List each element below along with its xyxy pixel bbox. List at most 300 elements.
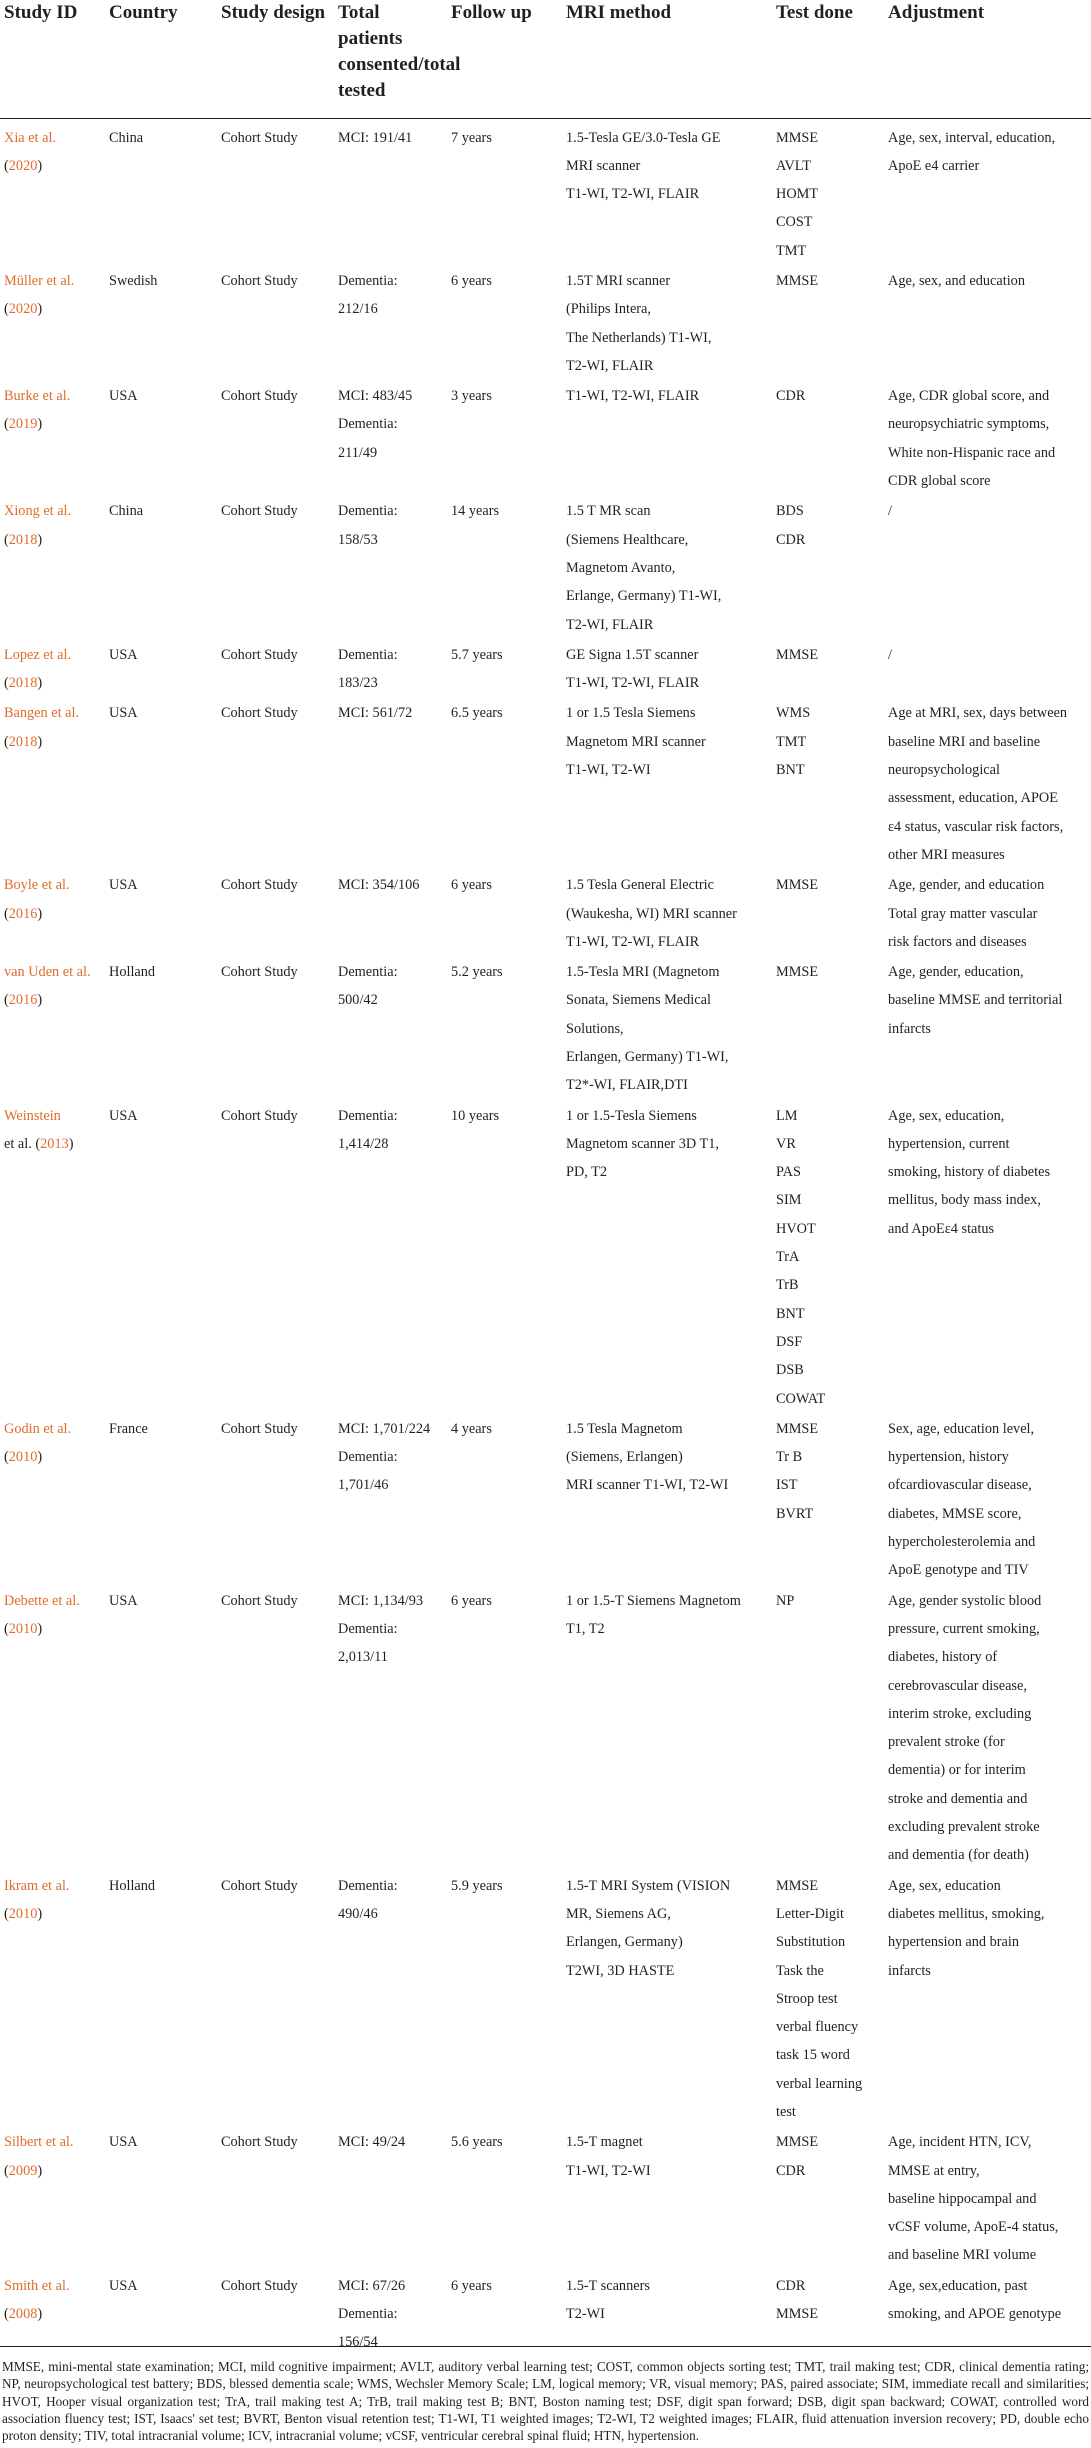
cell-line: 1 or 1.5 Tesla Siemens — [566, 705, 696, 722]
mri-method-cell — [562, 381, 772, 496]
study-id-cell — [0, 496, 105, 639]
study-author-cont: et al. — [4, 1135, 32, 1152]
cell-line: assessment, education, APOE — [888, 790, 1058, 807]
mri-method-cell — [562, 118, 772, 266]
cell-line: Dementia: — [338, 416, 398, 433]
cell-line: MCI: 1,134/93 — [338, 1592, 423, 1609]
cell-line: 1.5-T scanners — [566, 2277, 650, 2294]
patients-cell — [334, 1101, 447, 1414]
cell-line: Dementia: — [338, 1877, 398, 1894]
study-author[interactable]: Lopez et al. — [4, 646, 72, 663]
follow-up-cell: 5.2 years — [451, 964, 503, 981]
follow-up-cell: 5.9 years — [451, 1877, 503, 1894]
cell-line: Age, CDR global score, and — [888, 388, 1050, 405]
study-year-line: (2020) — [4, 301, 43, 318]
cell-line: Magnetom MRI scanner — [566, 733, 706, 750]
column-header: Study design — [217, 0, 334, 118]
cell-line: Magnetom Avanto, — [566, 559, 676, 576]
cell-line: 211/49 — [338, 444, 378, 461]
study-author[interactable]: Silbert et al. — [4, 2134, 74, 2151]
cell-line: BNT — [776, 1305, 805, 1322]
cell-line: Age, sex,education, past — [888, 2277, 1028, 2294]
country-cell: USA — [109, 2277, 138, 2294]
table-row — [0, 1586, 1091, 1871]
study-author[interactable]: Xiong et al. — [4, 503, 72, 520]
cell-line: MMSE — [776, 1420, 819, 1437]
country-cell: Swedish — [109, 272, 158, 289]
study-year-line: (2009) — [4, 2162, 43, 2179]
study-design-cell: Cohort Study — [221, 2134, 298, 2151]
adjustment-cell — [884, 266, 1091, 381]
patients-cell — [334, 1586, 447, 1871]
cell-line: Total gray matter vascular — [888, 905, 1038, 922]
cell-line: baseline MRI and baseline — [888, 733, 1041, 750]
follow-up-cell: 6 years — [451, 1592, 492, 1609]
follow-up-cell: 5.6 years — [451, 2134, 503, 2151]
cell-line: Stroop test — [776, 1990, 838, 2007]
cell-line: and baseline MRI volume — [888, 2247, 1037, 2264]
cell-line: Solutions, — [566, 1020, 624, 1037]
country-cell: USA — [109, 877, 138, 894]
mri-method-cell — [562, 2271, 772, 2358]
study-author[interactable]: Weinstein — [4, 1107, 61, 1124]
follow-up-cell: 3 years — [451, 388, 492, 405]
cell-line: MR, Siemens AG, — [566, 1905, 671, 1922]
cell-line: MRI scanner T1-WI, T2-WI — [566, 1477, 729, 1494]
mri-method-cell — [562, 870, 772, 957]
cell-line: T2*-WI, FLAIR,DTI — [566, 1077, 688, 1094]
study-id-cell — [0, 2127, 105, 2270]
citation-year-link[interactable]: 2009 — [8, 2162, 38, 2179]
cell-line: T1-WI, T2-WI — [566, 2162, 651, 2179]
adjustment-cell — [884, 1586, 1091, 1871]
country-cell: France — [109, 1420, 148, 1437]
cell-line: 1.5-T MRI System (VISION — [566, 1877, 731, 1894]
cell-line: MMSE — [776, 1877, 819, 1894]
column-header: Follow up — [447, 0, 562, 118]
cell-line: MMSE — [776, 877, 819, 894]
adjustment-cell — [884, 496, 1091, 639]
patients-cell — [334, 957, 447, 1100]
study-author[interactable]: Xia et al. — [4, 129, 57, 146]
column-header: Total patients consented/total tested — [334, 0, 447, 118]
study-year-line: (2020) — [4, 157, 43, 174]
patients-cell — [334, 640, 447, 699]
cell-line: Erlangen, Germany) T1-WI, — [566, 1049, 729, 1065]
follow-up-cell: 10 years — [451, 1107, 500, 1124]
study-year-line: (2019) — [4, 416, 43, 433]
cell-line: (Siemens Healthcare, — [566, 531, 689, 548]
tests-cell — [772, 118, 884, 266]
study-design-cell: Cohort Study — [221, 272, 298, 289]
cell-line: Erlangen, Germany) — [566, 1934, 683, 1951]
country-cell: USA — [109, 646, 138, 663]
study-year-line: (2010) — [4, 1905, 43, 1922]
cell-line: Dementia: — [338, 1620, 398, 1637]
table-row — [0, 1871, 1091, 2128]
study-year-line: (2016) — [4, 905, 43, 922]
patients-cell — [334, 2271, 447, 2358]
study-id-cell — [0, 266, 105, 381]
cell-line: Dementia: — [338, 964, 398, 981]
cell-line: CDR — [776, 2277, 806, 2294]
cell-line: PAS — [776, 1164, 801, 1181]
cell-line: MMSE — [776, 129, 819, 146]
tests-cell — [772, 2271, 884, 2358]
cell-line: BNT — [776, 762, 805, 779]
citation-year-link[interactable]: 2010 — [8, 1449, 38, 1466]
mri-method-cell — [562, 1586, 772, 1871]
tests-cell — [772, 698, 884, 870]
cell-line: T1-WI, T2-WI, FLAIR — [566, 933, 700, 950]
table-row — [0, 870, 1091, 957]
patients-cell — [334, 870, 447, 957]
cell-line: TrB — [776, 1277, 799, 1294]
cell-line: hypertension, history — [888, 1449, 1009, 1466]
cell-line: ApoE genotype and TIV — [888, 1562, 1029, 1579]
cell-line: MCI: 67/26 — [338, 2277, 406, 2294]
study-year-line: (2010) — [4, 1620, 43, 1637]
cell-line: Age, incident HTN, ICV, — [888, 2134, 1032, 2151]
cell-line: BDS — [776, 503, 804, 520]
cell-line: Age, sex, and education — [888, 272, 1025, 289]
study-year-line: (2010) — [4, 1449, 43, 1466]
country-cell: Holland — [109, 964, 156, 981]
follow-up-cell: 6 years — [451, 272, 492, 289]
cell-line: infarcts — [888, 1962, 931, 1979]
mri-method-cell — [562, 957, 772, 1100]
adjustment-cell — [884, 1414, 1091, 1586]
tests-cell — [772, 870, 884, 957]
cell-line: interim stroke, excluding — [888, 1705, 1032, 1722]
study-id-cell — [0, 957, 105, 1100]
cell-line: 1 or 1.5-Tesla Siemens — [566, 1107, 697, 1124]
cell-line: neuropsychological — [888, 762, 1000, 779]
cell-line: T1-WI, T2-WI, FLAIR — [566, 388, 700, 405]
cell-line: diabetes, MMSE score, — [888, 1505, 1022, 1522]
cell-line: cerebrovascular disease, — [888, 1677, 1027, 1694]
cell-line: diabetes mellitus, smoking, — [888, 1905, 1045, 1922]
mri-method-cell — [562, 1871, 772, 2128]
study-design-cell: Cohort Study — [221, 646, 298, 663]
study-design-cell: Cohort Study — [221, 503, 298, 520]
patients-cell — [334, 1414, 447, 1586]
adjustment-cell — [884, 870, 1091, 957]
study-author[interactable]: Burke et al. — [4, 388, 71, 405]
cell-line: T1-WI, T2-WI — [566, 762, 651, 779]
cell-line: Age, gender systolic blood — [888, 1592, 1042, 1609]
table-row — [0, 496, 1091, 639]
cell-line: MCI: 191/41 — [338, 129, 413, 146]
cell-line: Dementia: — [338, 1449, 398, 1466]
country-cell: USA — [109, 388, 138, 405]
cell-line: ε4 status, vascular risk factors, — [888, 818, 1064, 835]
tests-cell — [772, 1871, 884, 2128]
table-body — [0, 118, 1091, 2358]
table-header — [0, 0, 1091, 118]
study-author[interactable]: Smith et al. — [4, 2277, 70, 2294]
cell-line: T2-WI, FLAIR — [566, 616, 654, 633]
cell-line: prevalent stroke (for — [888, 1734, 1005, 1751]
study-design-cell: Cohort Study — [221, 2277, 298, 2294]
tests-cell — [772, 1101, 884, 1414]
study-year-line: (2018) — [4, 675, 43, 692]
table-row — [0, 640, 1091, 699]
cell-line: COST — [776, 214, 813, 231]
cell-line: The Netherlands) T1-WI, — [566, 329, 712, 346]
citation-year-link[interactable]: 2013 — [40, 1135, 69, 1152]
cell-line: CDR — [776, 531, 806, 548]
adjustment-cell — [884, 2271, 1091, 2358]
cell-line: excluding prevalent stroke — [888, 1819, 1040, 1836]
cell-line: CDR — [776, 2162, 806, 2179]
adjustment-cell — [884, 957, 1091, 1100]
cell-line: diabetes, history of — [888, 1649, 998, 1666]
mri-method-cell — [562, 2127, 772, 2270]
cell-line: vCSF volume, ApoE-4 status, — [888, 2219, 1059, 2236]
adjustment-cell — [884, 381, 1091, 496]
adjustment-cell — [884, 1871, 1091, 2128]
cell-line: risk factors and diseases — [888, 933, 1027, 950]
table-row — [0, 1414, 1091, 1586]
citation-year-link[interactable]: 2008 — [8, 2306, 38, 2323]
cell-line: (Siemens, Erlangen) — [566, 1449, 683, 1466]
cell-line: T1-WI, T2-WI, FLAIR — [566, 675, 700, 692]
cell-line: BVRT — [776, 1505, 814, 1522]
cell-line: dementia) or for interim — [888, 1762, 1026, 1779]
column-header: Country — [105, 0, 217, 118]
cell-line: DSB — [776, 1362, 804, 1379]
cell-line: HVOT — [776, 1220, 816, 1237]
follow-up-cell: 6 years — [451, 877, 492, 894]
cell-line: ApoE e4 carrier — [888, 157, 980, 174]
cell-line: WMS — [776, 705, 811, 722]
cell-line: Tr B — [776, 1449, 803, 1466]
study-design-cell: Cohort Study — [221, 1107, 298, 1124]
tests-cell — [772, 1586, 884, 1871]
citation-year-link[interactable]: 2010 — [8, 1620, 38, 1637]
cell-line: 1,701/46 — [338, 1477, 389, 1494]
cell-line: / — [888, 503, 892, 520]
citation-year-link[interactable]: 2020 — [8, 301, 38, 318]
cell-line: MMSE — [776, 272, 819, 289]
cell-line: Age at MRI, sex, days between — [888, 705, 1068, 722]
cell-line: MCI: 49/24 — [338, 2134, 406, 2151]
country-cell: USA — [109, 2134, 138, 2151]
table-row — [0, 266, 1091, 381]
cell-line: Age, sex, interval, education, — [888, 129, 1056, 146]
cell-line: neuropsychiatric symptoms, — [888, 416, 1050, 433]
cell-line: 1,414/28 — [338, 1135, 389, 1152]
cell-line: 2,013/11 — [338, 1649, 388, 1666]
country-cell: USA — [109, 1107, 138, 1124]
table-footnote: MMSE, mini-mental state examination; MCI, mild cognitive impairment; AVLT, auditory verbal learning test; COST, common objects sorting test; TMT, trail making test; CDR, clinical dementia rating; NP, neuropsychological test battery; BDS, blessed dementia scale; WMS, Wechsler Memory Scale; LM, logical memory; VR, visual memory; PAS, paired associate; SIM, immediate recall and similarities; HVOT, Hooper visual organization test; TrA, trail making test A; TrB, trail making test B; BNT, Boston naming test; DSF, digit span forward; DSB, digit span backward; COWAT, controlled word association fluency test; IST, Isaacs' set test; BVRT, Benton visual retention test; T1-WI, T1 weighted images; T2-WI, T2 weighted images; FLAIR, fluid attenuation inversion recovery; PD, double echo proton density; TIV, total intracranial volume; ICV, intracranial volume; vCSF, ventricular cerebral spinal fluid; HTN, hypertension. — [0, 2346, 1091, 2444]
cell-line: Age, gender, and education — [888, 877, 1045, 894]
cell-line: 183/23 — [338, 675, 378, 692]
cell-line: Magnetom scanner 3D T1, — [566, 1135, 719, 1152]
cell-line: other MRI measures — [888, 846, 1005, 863]
patients-cell — [334, 266, 447, 381]
cell-line: LM — [776, 1107, 798, 1124]
cell-line: Age, gender, education, — [888, 964, 1024, 981]
cell-line: (Waukesha, WI) MRI scanner — [566, 905, 737, 922]
cell-line: CDR — [776, 388, 806, 405]
cell-line: NP — [776, 1592, 795, 1609]
study-design-cell: Cohort Study — [221, 129, 298, 146]
patients-cell — [334, 1871, 447, 2128]
cell-line: ofcardiovascular disease, — [888, 1477, 1032, 1494]
study-author[interactable]: Debette et al. — [4, 1592, 80, 1609]
cell-line: Task the — [776, 1962, 824, 1979]
table-row — [0, 1101, 1091, 1414]
cell-line: T1, T2 — [566, 1620, 605, 1637]
cell-line: T2-WI, FLAIR — [566, 357, 654, 374]
study-author[interactable]: Godin et al. — [4, 1420, 72, 1437]
study-id-cell — [0, 1101, 105, 1414]
patients-cell — [334, 381, 447, 496]
citation-year-link[interactable]: 2016 — [8, 992, 38, 1009]
mri-method-cell — [562, 496, 772, 639]
tests-cell — [772, 496, 884, 639]
cell-line: PD, T2 — [566, 1164, 608, 1181]
cell-line: MCI: 561/72 — [338, 705, 413, 722]
tests-cell — [772, 1414, 884, 1586]
patients-cell — [334, 698, 447, 870]
tests-cell — [772, 640, 884, 699]
mri-method-cell — [562, 266, 772, 381]
follow-up-cell: 4 years — [451, 1420, 492, 1437]
cell-line: TMT — [776, 242, 807, 259]
citation-year-link[interactable]: 2016 — [8, 905, 38, 922]
study-author[interactable]: Boyle et al. — [4, 877, 70, 894]
citation-year-link[interactable]: 2020 — [8, 157, 38, 174]
adjustment-cell — [884, 640, 1091, 699]
cell-line: IST — [776, 1477, 798, 1494]
cell-line: 1.5 T MR scan — [566, 503, 651, 520]
table-row — [0, 2271, 1091, 2358]
study-id-cell — [0, 1871, 105, 2128]
citation-year-link[interactable]: 2018 — [8, 531, 38, 548]
study-id-cell — [0, 870, 105, 957]
cell-line: HOMT — [776, 186, 819, 203]
study-year-line: (2008) — [4, 2306, 43, 2323]
study-id-cell — [0, 698, 105, 870]
citation-year-link[interactable]: 2019 — [8, 416, 38, 433]
cell-line: Age, sex, education — [888, 1877, 1001, 1894]
citation-year-link[interactable]: 2010 — [8, 1905, 38, 1922]
study-year-line: (2018) — [4, 531, 43, 548]
cell-line: smoking, history of diabetes — [888, 1164, 1051, 1181]
follow-up-cell: 7 years — [451, 129, 492, 146]
country-cell: USA — [109, 1592, 138, 1609]
study-author[interactable]: van Uden et al. — [4, 964, 91, 981]
cell-line: T2-WI — [566, 2306, 605, 2323]
follow-up-cell: 6.5 years — [451, 705, 503, 722]
cell-line: 1.5-Tesla GE/3.0-Tesla GE — [566, 129, 721, 146]
study-design-cell: Cohort Study — [221, 1420, 298, 1437]
patients-cell — [334, 496, 447, 639]
cell-line: (Philips Intera, — [566, 301, 651, 318]
adjustment-cell — [884, 2127, 1091, 2270]
mri-method-cell — [562, 1101, 772, 1414]
table-row — [0, 957, 1091, 1100]
cell-line: 1 or 1.5-T Siemens Magnetom — [566, 1592, 741, 1609]
study-id-cell — [0, 640, 105, 699]
cell-line: infarcts — [888, 1020, 931, 1037]
table-row — [0, 118, 1091, 266]
cell-line: DSF — [776, 1333, 803, 1350]
study-author[interactable]: Ikram et al. — [4, 1877, 70, 1894]
cell-line: 500/42 — [338, 992, 378, 1009]
column-header: Adjustment — [884, 0, 1091, 118]
table-row — [0, 698, 1091, 870]
country-cell: China — [109, 129, 144, 146]
cell-line: TMT — [776, 733, 807, 750]
cell-line: Sonata, Siemens Medical — [566, 992, 711, 1009]
cell-line: baseline hippocampal and — [888, 2190, 1037, 2207]
cell-line: and ApoEε4 status — [888, 1220, 995, 1237]
cell-line: AVLT — [776, 157, 811, 174]
cell-line: Substitution — [776, 1934, 846, 1951]
cell-line: MCI: 1,701/224 — [338, 1420, 431, 1437]
cell-line: smoking, and APOE genotype — [888, 2306, 1062, 2323]
header-row — [0, 0, 1091, 118]
cell-line: Dementia: — [338, 2306, 398, 2323]
column-header: Test done — [772, 0, 884, 118]
patients-cell — [334, 2127, 447, 2270]
study-author[interactable]: Bangen et al. — [4, 705, 80, 722]
cell-line: task 15 word — [776, 2047, 850, 2064]
citation-year-link[interactable]: 2018 — [8, 733, 38, 750]
cell-line: MRI scanner — [566, 157, 641, 174]
study-year-line: (2018) — [4, 733, 43, 750]
adjustment-cell — [884, 1101, 1091, 1414]
follow-up-cell: 14 years — [451, 503, 500, 520]
cell-line: MCI: 354/106 — [338, 877, 420, 894]
cell-line: Dementia: — [338, 646, 398, 663]
study-design-cell: Cohort Study — [221, 388, 298, 405]
mri-method-cell — [562, 640, 772, 699]
cell-line: MMSE — [776, 646, 819, 663]
cell-line: 1.5 Tesla Magnetom — [566, 1420, 683, 1437]
cell-line: Sex, age, education level, — [888, 1420, 1035, 1437]
study-author[interactable]: Müller et al. — [4, 272, 75, 289]
cell-line: hypertension and brain — [888, 1934, 1020, 1951]
cell-line: hypertension, current — [888, 1135, 1010, 1152]
cell-line: 1.5T MRI scanner — [566, 272, 671, 289]
study-design-cell: Cohort Study — [221, 964, 298, 981]
cell-line: Dementia: — [338, 503, 398, 520]
follow-up-cell: 5.7 years — [451, 646, 503, 663]
tests-cell — [772, 381, 884, 496]
study-id-cell — [0, 118, 105, 266]
study-id-cell — [0, 381, 105, 496]
cell-line: SIM — [776, 1192, 802, 1209]
cell-line: MMSE — [776, 2134, 819, 2151]
cell-line: Dementia: — [338, 272, 398, 289]
study-design-cell: Cohort Study — [221, 1592, 298, 1609]
table-row — [0, 381, 1091, 496]
adjustment-cell — [884, 698, 1091, 870]
cell-line: verbal fluency — [776, 2019, 859, 2036]
cell-line: and dementia (for death) — [888, 1847, 1029, 1864]
follow-up-cell: 6 years — [451, 2277, 492, 2294]
citation-year-link[interactable]: 2018 — [8, 675, 38, 692]
cell-line: MMSE — [776, 2306, 819, 2323]
mri-method-cell — [562, 698, 772, 870]
cell-line: verbal learning — [776, 2075, 863, 2092]
country-cell: China — [109, 503, 144, 520]
